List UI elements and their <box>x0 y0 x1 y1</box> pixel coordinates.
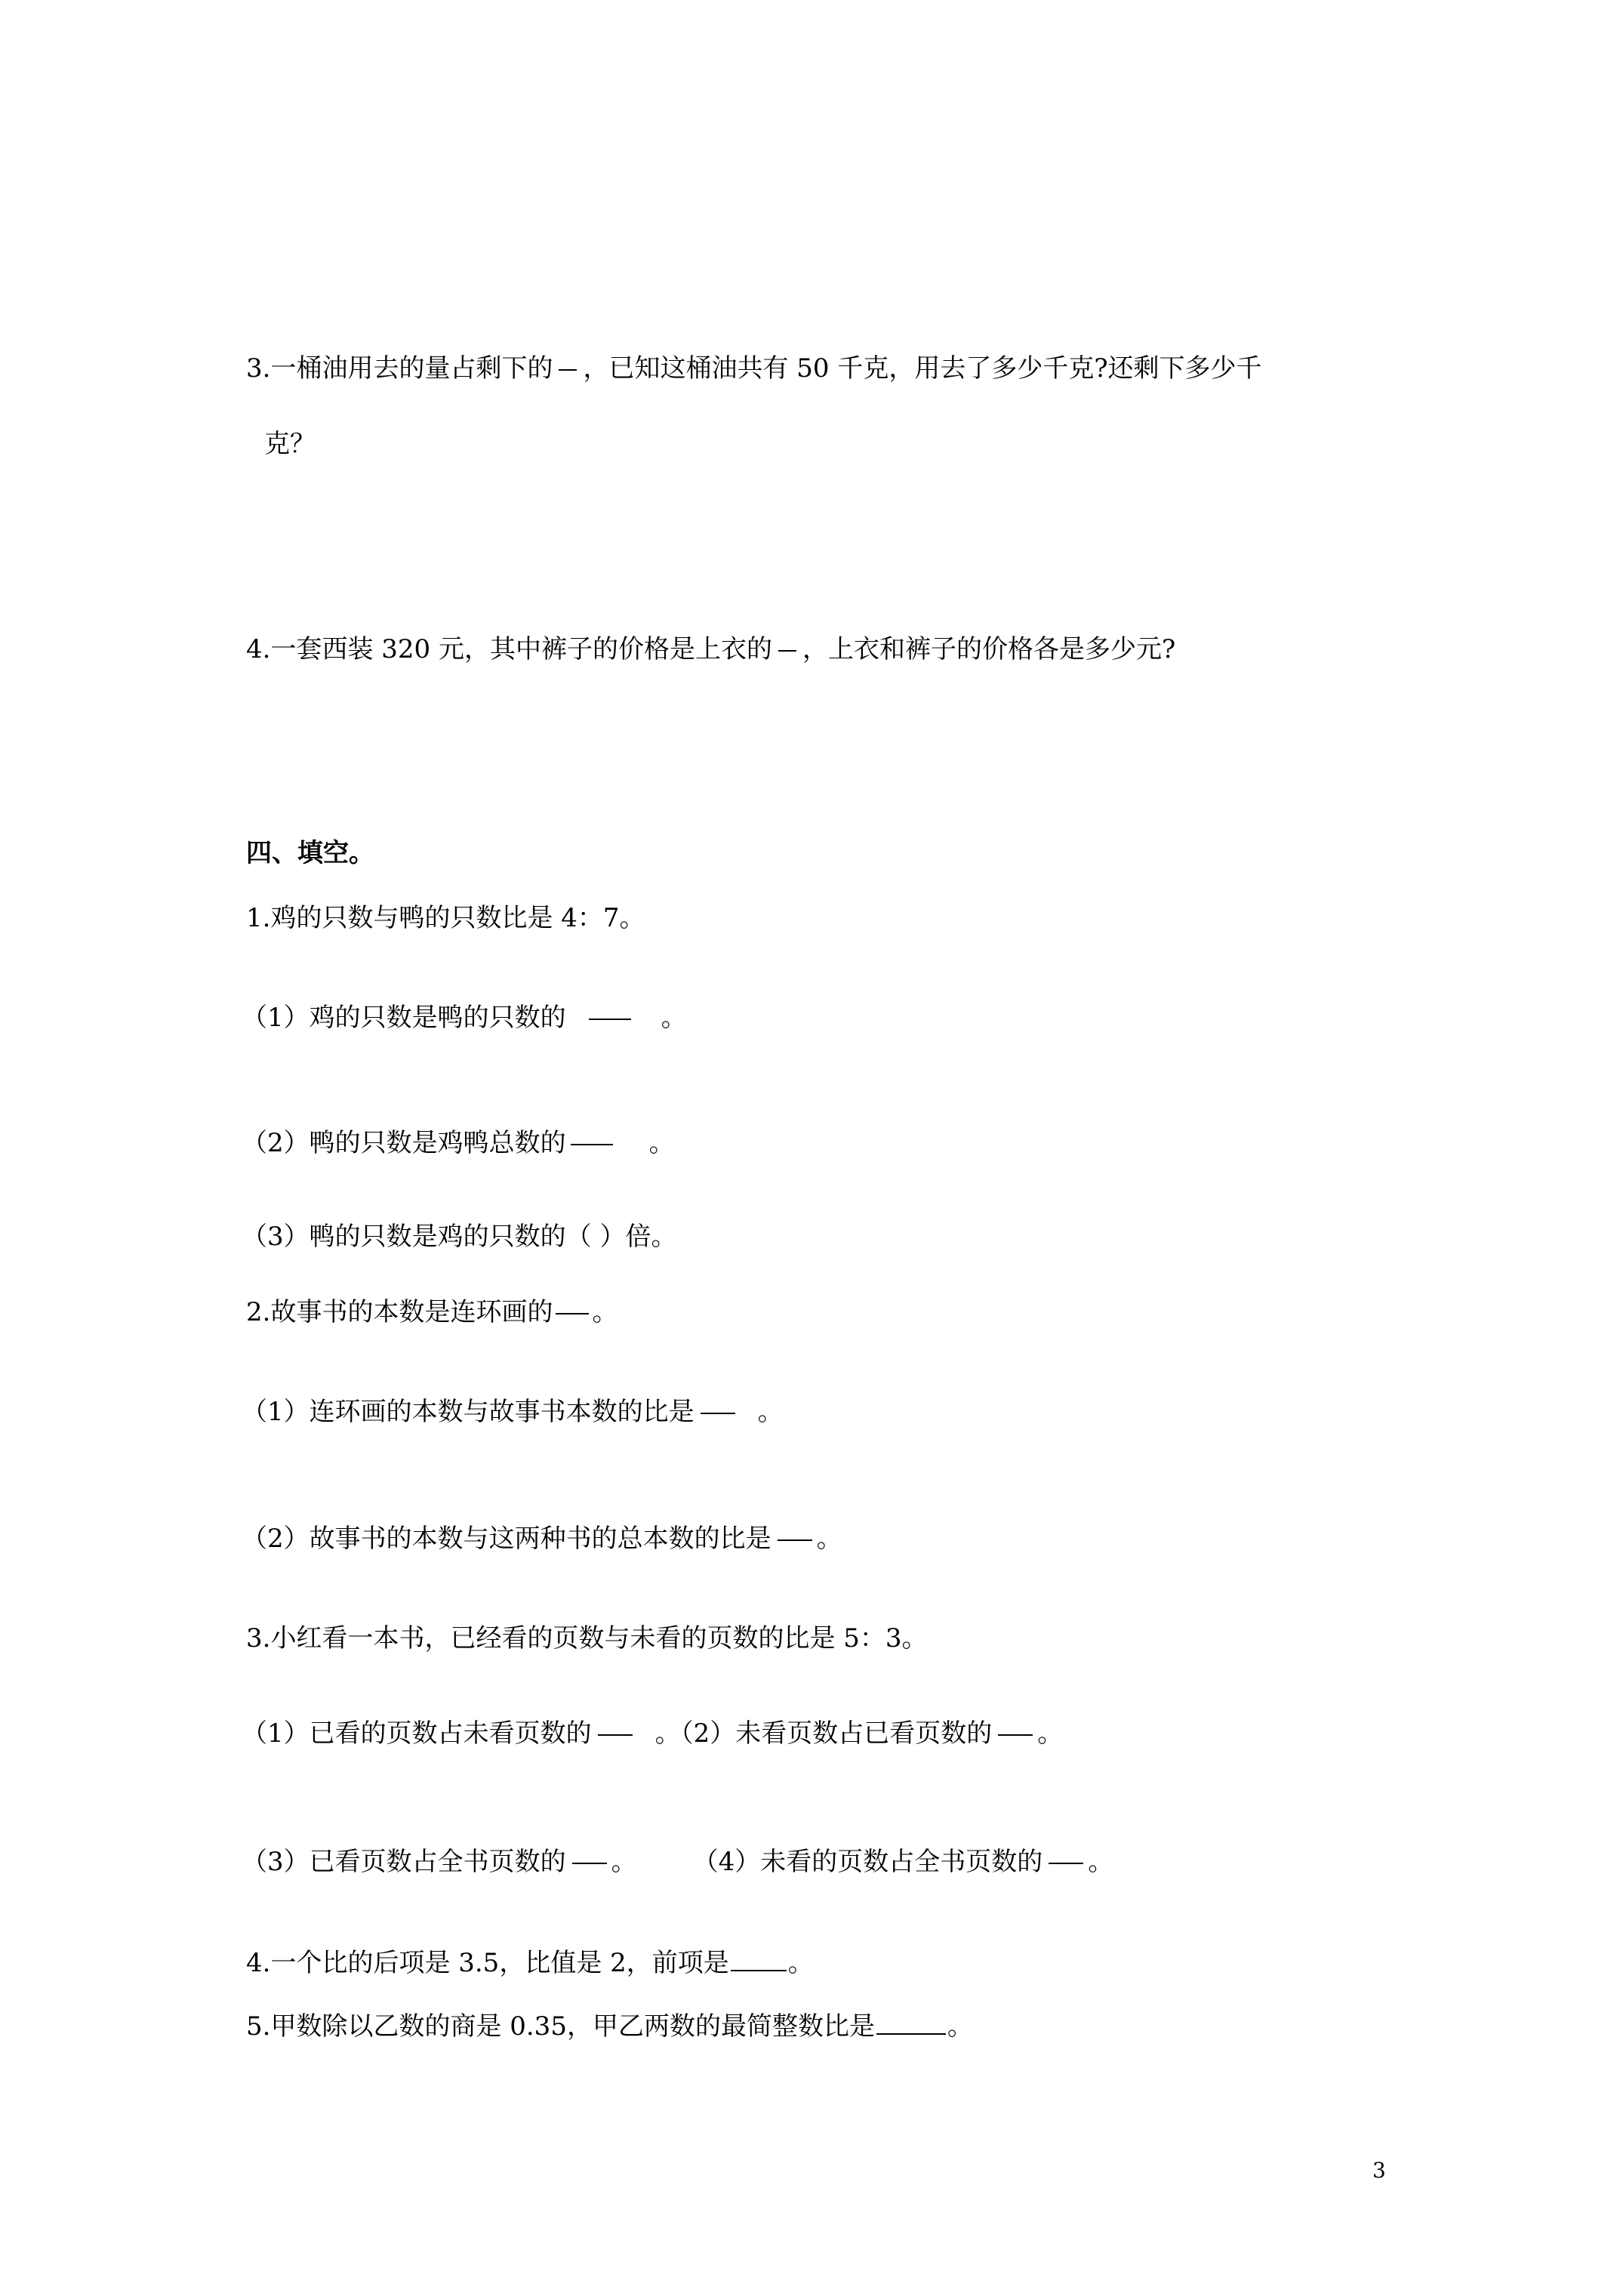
q2-stem <box>246 1297 617 1327</box>
q3-1-text-a: （1）已看的页数占未看页数的 <box>242 1718 592 1749</box>
fraction-blank <box>778 1539 812 1541</box>
fraction-blank <box>589 1019 631 1020</box>
q3-3-text-b: 。 <box>611 1847 637 1877</box>
q1-1 <box>242 1003 687 1033</box>
page-number-text: 3 <box>1372 2158 1386 2183</box>
q3-stem <box>246 1623 928 1653</box>
q2-2 <box>242 1524 842 1554</box>
page-number <box>1372 2158 1386 2183</box>
q1-1-text-a: （1）鸡的只数是鸭的只数的 <box>242 1003 566 1033</box>
fraction-blank <box>598 1734 633 1736</box>
q2-1-text-a: （1）连环画的本数与故事书本数的比是 <box>242 1397 694 1427</box>
q1-2-text-b: 。 <box>648 1128 675 1158</box>
fraction-blank <box>572 1863 607 1864</box>
q2-2-text-b: 。 <box>816 1524 842 1554</box>
q3-1-2 <box>242 1718 1063 1749</box>
q2-1-text-b: 。 <box>757 1397 784 1427</box>
answer-blank <box>876 2033 946 2035</box>
fraction-blank <box>778 650 796 652</box>
q1-2-text-a: （2）鸭的只数是鸡鸭总数的 <box>242 1128 566 1158</box>
q3-4-text-a: （4）未看的页数占全书页数的 <box>692 1847 1043 1877</box>
q1-1-text-b: 。 <box>661 1003 687 1033</box>
q5 <box>246 2011 973 2042</box>
fraction-blank <box>998 1734 1033 1736</box>
problem-3-line-1 <box>246 353 1262 384</box>
fraction-blank <box>556 1313 589 1314</box>
problem-3-text-a: 3.一桶油用去的量占剩下的 <box>246 353 553 384</box>
answer-blank <box>731 1970 787 1971</box>
problem-3-text-b: ，已知这桶油共有 50 千克，用去了多少千克?还剩下多少千 <box>583 353 1262 384</box>
q1-3-text: （3）鸭的只数是鸡的只数的（ ）倍。 <box>242 1222 677 1252</box>
q1-3 <box>242 1222 676 1252</box>
q4 <box>246 1948 814 1978</box>
q2-1 <box>242 1397 784 1427</box>
q3-1-text-c: 。 <box>1037 1718 1064 1749</box>
fraction-blank <box>701 1413 735 1414</box>
q3-3-4 <box>242 1847 1113 1877</box>
q3-4-text-b: 。 <box>1088 1847 1114 1877</box>
problem-4-text-b: ，上衣和裤子的价格各是多少元? <box>802 634 1176 664</box>
section-4-title-text: 四、填空。 <box>246 838 374 868</box>
problem-4-line <box>246 634 1175 664</box>
q3-3-text-a: （3）已看页数占全书页数的 <box>242 1847 566 1877</box>
q3-stem-text: 3.小红看一本书，已经看的页数与未看的页数的比是 5：3。 <box>246 1623 928 1653</box>
problem-4-text-a: 4.一套西装 320 元，其中裤子的价格是上衣的 <box>246 634 772 664</box>
q1-stem <box>246 903 645 933</box>
section-4-title <box>246 838 374 868</box>
q1-stem-text: 1.鸡的只数与鸭的只数比是 4：7。 <box>246 903 645 933</box>
q2-2-text-a: （2）故事书的本数与这两种书的总本数的比是 <box>242 1524 771 1554</box>
q5-text-a: 5.甲数除以乙数的商是 0.35，甲乙两数的最简整数比是 <box>246 2011 875 2042</box>
fraction-blank <box>571 1144 613 1145</box>
problem-3-line-2 <box>264 429 316 459</box>
q3-1-text-b: 。（2）未看页数占已看页数的 <box>654 1718 993 1749</box>
q2-stem-text-b: 。 <box>592 1297 618 1327</box>
problem-3-text-c: 克？ <box>264 429 316 459</box>
fraction-blank <box>1049 1863 1083 1864</box>
q1-2 <box>242 1128 675 1158</box>
q4-text-a: 4.一个比的后项是 3.5，比值是 2，前项是 <box>246 1948 729 1978</box>
q2-stem-text-a: 2.故事书的本数是连环画的 <box>246 1297 553 1327</box>
fraction-blank <box>559 369 577 371</box>
q5-text-b: 。 <box>947 2011 973 2042</box>
q4-text-b: 。 <box>787 1948 814 1978</box>
